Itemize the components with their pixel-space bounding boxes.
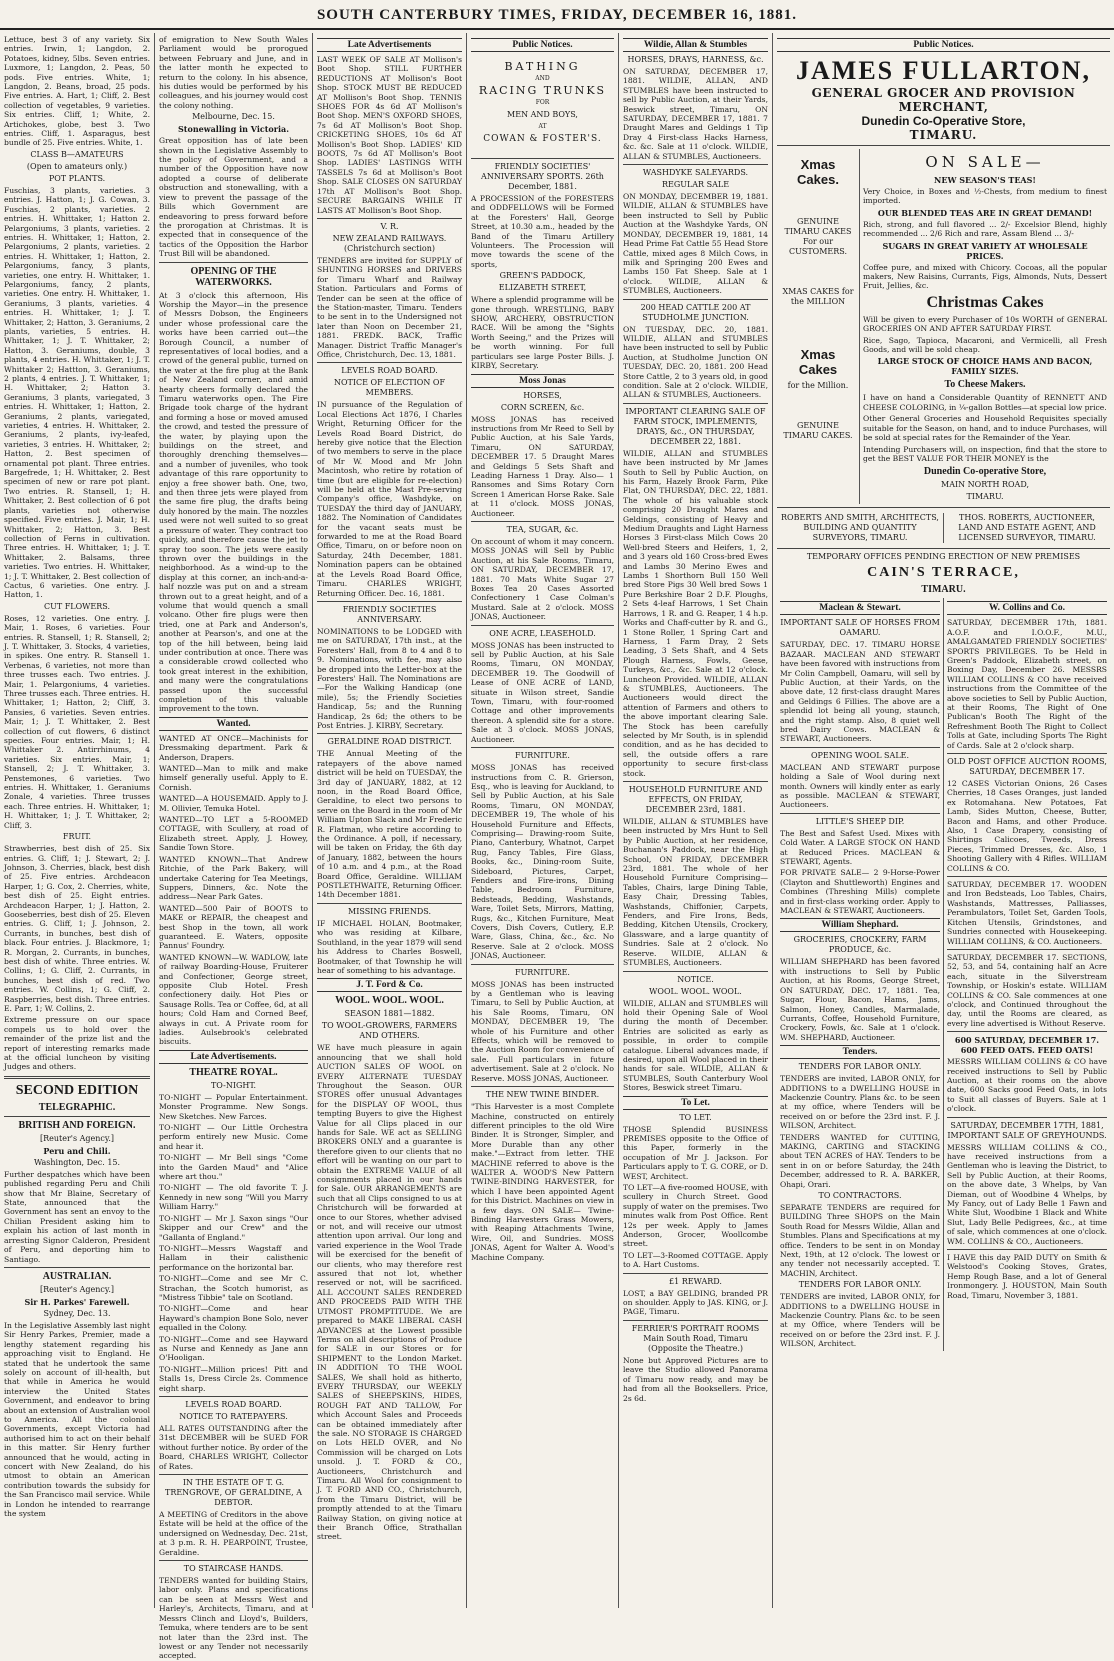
shephard-body: WILLIAM SHEPHARD has been favored with instructions to Sell by Public Auction, at his Rooms, George Street, ON SATURDAY, DEC. 17, 1881. Tea, Sugar, Flour, Bacon, Hams, Jams, Salmon, Honey, Candles, Marmalade, Currants, Coffee, Household Furniture, Crockery, Fowls, &c. Sale at 1 o'clock. WM. SHEPHARD, Auctioneer. bbox=[780, 957, 940, 1042]
racing-trunks: RACING TRUNKS bbox=[478, 84, 607, 97]
men-boys: MEN AND BOYS, bbox=[507, 110, 578, 119]
tea-sugar: TEA, SUGAR, &c. bbox=[506, 524, 579, 534]
furniture-body-2: MOSS JONAS has been instructed by a Gentleman who is leaving Timaru, to Sell by Public Auction, at his Sale Rooms, Timaru, ON MONDAY, DECEMBER 19, The whole of his Furniture and other Effects, which will be removed to the Auction Room for convenience of sale. Full particulars in future advertisement. Sale at 2 o'clock. No Reserve. MOSS JONAS, Auctioneer. bbox=[471, 979, 614, 1083]
fullarton-body bbox=[777, 149, 1110, 504]
maclean-ad-3: The Best and Safest Used. Mixes with Cold Water. A LARGE STOCK ON HAND at Reduced Prices. MACLEAN & STEWART, Agents. bbox=[780, 828, 940, 867]
wanted-ad-6: WANTED—500 Pair of BOOTS to MAKE or REPAIR, the cheapest and best Shop in the town, all work guaranteed. E. Waters, opposite Pannus' Foundry. bbox=[159, 903, 308, 951]
genuine-cakes-2: GENUINE TIMARU CAKES. bbox=[783, 421, 853, 440]
furniture-heading: FURNITURE. bbox=[515, 751, 570, 761]
corn-screen: CORN SCREEN, &c. bbox=[500, 402, 585, 412]
column-4 bbox=[467, 33, 619, 1608]
fruit-list: Strawberries, best dish of 25. Six entries. G. Cliff, 1; J. Stewart, 2; J. Johnson, 3. Cherries, black, best dish of 25. Five entries. Archdeacon Harper, 1; G. Cox, 2. Cherries, white, best dish of 25. Eight entries. Archdeacon Harper, 1; J. Hatton, 2. Gooseberries, best dish of 25. Eleven entries. G. Cliff, 1; J. Johnson, 2. Currants, in bunches, best dish of black. Four entries. J. Blackmore, 1; R. Morgan, 2. Currants, in bunches, best dish of white. Three entries. W. Collins, 1; G. Cliff, 2. Currants, in bunches, best dish of red. Two entries. W. Collins, 1; G. Cliff, 2. Raspberries, best dish. Three entries. E. Parr, 1; W. Collins, 2. bbox=[4, 844, 150, 1013]
coffee: Coffee pure, and mixed with Chicory. Cocoas, all the popular makers, New Raisins, Currants, Figs, Almonds, Nuts, Dessert Fruit, Jellies, &c. bbox=[863, 262, 1107, 291]
pressure-note: Extreme pressure on our space compels us to hold over the remainder of the prize list and the report of interesting remarks made at the official luncheon by visiting Judges and others. bbox=[4, 1015, 150, 1072]
fruit-heading: FRUIT. bbox=[62, 832, 92, 842]
contractors: TO CONTRACTORS. bbox=[818, 1191, 902, 1200]
nz-railways-body: TENDERS are invited for SUPPLY of SHUNTING HORSES and DRIVERS for Timaru Wharf and Railway Station. Particulars and Forms of Tender can be seen at the office of the Station-master, Timaru. Tenders to be sent in to the Undersigned not later than Noon on December 21, 1881. FREDK. BACK, Traffic Manager. District Traffic Manager's Office, Christchurch, Dec. 13, 1881. bbox=[317, 255, 462, 359]
parkes-date: Sydney, Dec. 13. bbox=[43, 1308, 111, 1318]
staircase-body: TENDERS wanted for building Stairs, labor only. Plans and specifications can be seen at Messrs West and Harley's, Architects, Timaru, and at Messrs Clinch and Lloyd's, Builders, Temuka, where tenders are to be sent not later than the 23rd inst. The lowest or any Tender not necessarily accepted. bbox=[159, 1576, 308, 1661]
collins-heading: W. Collins and Co. bbox=[947, 601, 1107, 615]
rates-notice: ALL RATES OUTSTANDING after the 31st DECEMBER will be SUED FOR without further notice. By order of the Board, CHARLES WRIGHT, Collector of Rates. bbox=[159, 1424, 308, 1471]
xmas-million: XMAS CAKES for the MILLION bbox=[782, 287, 854, 306]
wanted-ad-2: WANTED—Man to milk and make himself generally useful. Apply to E. Cornish. bbox=[159, 764, 308, 792]
cut-flowers-list: Roses, 12 varieties. One entry. J. Mair, 1. Roses, 6 varieties. Four entries. R. Stansell, 1; R. Stansell, 2; J. T. Whittaker, 3. Stocks, 4 varieties, in spikes. One entry. R. Stansell 1. Verbenas, 6 varieties, not more than three trusses each. Two entries. J. Mair, 1. Pelargoniums, 4 varieties. Three trusses each. Three entries. H. Whittaker, 1; Hatton, 2; Cliff, 3. Pansies, 6 varieties. Seven entries. Mair, 1; J. T. Whittaker, 2. Best collection of cut flowers, 6 distinct species. Four entries. Mair, 1; H. Whittaker 2. Antirrhinums, 4 varieties. Six entries. Mair, 1; Stansell, 2; J. T. Whittaker, 3. Penstemones, 6 varieties. Two entries. H. Whittaker, 1. Geraniums Zonale, 4 varieties. Three trusses each. Three entries. H. Whittaker, 1; H. Whittaker, 1; J. T. Whittaker, 2; Cliff, 3. bbox=[4, 613, 150, 830]
fullarton-timaru: TIMARU. bbox=[909, 128, 978, 142]
geraldine-body: THE Annual Meeting of the ratepayers of the above named district will be held on TUESDAY, the 3rd day of JANUARY, 1882, at 12 noon, in the Road Board Office, Geraldine, to elect two persons to serve on the Board in the room of Mr William Upton Slack and Mr Frederic R. Flatman, who retire according to the Ordinance. A poll, if necessary, will be taken on Friday, the 6th day of January, 1882, between the hours of 10 a.m. and 4 p.m., at the Road Board Office, Geraldine. WILLIAM POSTLETHWAITE, Returning Officer. 14th December 1881. bbox=[317, 749, 462, 900]
collins-ad-2: 12 CASES Victorian Onions, 26 Cases Cherries, 18 Cases Oranges, just landed ex Rotomahana. New Potatoes, Fat Lamb, Sides Mutton, Cheese, Butter, Bacon and Hams, and other Produce. Also, 1 Case Drapery, consisting of Shirtings Calicoes, Tweeds, Dress Pieces, Trimmed Dresses, &c. Also, 1 Shooting Gallery with 4 Rifles. WILLIAM COLLINS & CO. bbox=[947, 779, 1107, 873]
wildie-ad-5: WILDIE, ALLAN & STUMBLES have been instructed by Mrs Hunt to Sell by Public Auction, at her residence, Buchanan's Paddock, near the High School, ON FRIDAY, DECEMBER 23rd, 1881. The whole of her Household Furniture Comprising— Tables, Chairs, large Dining Table, Easy Chair, Dressing Tables, Washstands, Chiffonier, Carpets, Fenders, and Fire Irons, Beds, Bedding, Kitchen Utensils, Crockery, Glassware, and a large quantity of Sundries. Sale at 2 o'clock. No Reserve. WILDIE, ALLAN & STUMBLES, Auctioneers. bbox=[623, 817, 768, 968]
main-north-road: MAIN NORTH ROAD, bbox=[941, 480, 1029, 490]
wanted-ad-5: WANTED KNOWN—That Andrew Ritchie, of the Park Bakery, will undertake Catering for Tea Meetings, Suppers, Dinners, &c. Note the address—Near Park Gates. bbox=[159, 854, 308, 902]
old-post-office: OLD POST OFFICE AUCTION ROOMS, SATURDAY, DECEMBER 17. bbox=[947, 757, 1107, 776]
public-notices-heading: Public Notices. bbox=[471, 38, 614, 52]
cains-terrace: CAIN'S TERRACE, bbox=[867, 565, 1020, 581]
stonewall-body: Great opposition has of late been shown in the Legislative Assembly to the policy of Government, and a number of the Opposition have now adopted a course of deliberate obstruction and stonewalling, with a view to prevent the passage of the Bills which Government are endeavoring to press forward before the prorogation at Christmas. It is expected that in consequence of the tactics of the Opposition the Harbor Trust Bill will be abandoned. bbox=[159, 136, 308, 259]
wildie-ad-2: ON MONDAY, DECEMBER 19, 1881. WILDIE, ALLAN & STUMBLES have been instructed to Sell by Public Auction at the Washdyke Yards, ON MONDAY, DECEMBER 19, 1881, 14 Head Prime Fat Cattle 55 Head Store Cattle, mixed ages 8 Milch Cows, in milk and Springing 200 Ewes and Lambs 150 Fat Sheep. Sale at 1 o'clock. WILDIE, ALLAN & STUMBLES, Auctioneers. bbox=[623, 192, 768, 296]
tea-choice: Very Choice, in Boxes and ½-Chests, from medium to finest imported. bbox=[863, 187, 1107, 206]
wildie-ad-3: ON TUESDAY, DEC. 20, 1881. WILDIE, ALLAN and STUMBLES have been instructed to sell by Public Auction, at Studholme Junction ON TUESDAY, DEC. 20, 1881. 200 Head Store Cattle, 2 to 3 years old, in good condition. Sale at 2 o'clock. WILDIE, ALLAN & STUMBLES, Auctioneers. bbox=[623, 324, 768, 400]
nz-railways-heading: NEW ZEALAND RAILWAYS. (Christchurch section) bbox=[332, 233, 447, 253]
collins-ad-5: MESSRS WILLIAM COLLINS & CO have received instructions to Sell by Public Auction, at their rooms on the above date, 600 Sacks good Feed Oats, in lots to Suit all classes of Buyers. Sale at 1 o'clock. bbox=[947, 1057, 1107, 1114]
tonight-3: TO-NIGHT — Mr Bell sings "Come into the Garden Maud" and "Alice where art thou." bbox=[159, 1153, 308, 1182]
acre-heading: ONE ACRE, LEASEHOLD. bbox=[489, 628, 596, 638]
column-5 bbox=[619, 33, 773, 1608]
wool-growers: TO WOOL-GROWERS, FARMERS AND OTHERS. bbox=[321, 1021, 458, 1041]
wildie-ad-6: WILDIE, ALLAN and STUMBLES will hold their Opening Sale of Wool during the month of December. Entries are solicited as early as possible, in order to compile catalogue. Liberal advances made, if desired, upon all Wool placed in their hands for sale. WILDIE, ALLAN & STUMBLES, South Canterbury Wool Stores, Beswick street Timaru. bbox=[623, 998, 768, 1093]
tonight-10: TO-NIGHT—Million prices! Pitt and Stalls 1s, Dress Circle 2s. Commence eight sharp. bbox=[159, 1364, 308, 1393]
mj-ad-1: MOSS JONAS has received instructions from Mr Reed to Sell by Public Auction, at his Sale Yards, Timaru, ON SATURDAY, DECEMBER 17. 5 Draught Mares and Geldings 5 Sets Shaft and Leading Harness 1 Dray. Also— 1 Ransomes and Sims Rotary Corn Screen 1 American Horse Rake. Sale at 11 o'clock. MOSS JONAS, Auctioneer. bbox=[471, 414, 614, 518]
tenders-heading: Tenders. bbox=[780, 1045, 940, 1059]
col6-right bbox=[943, 598, 1110, 1350]
procession: A PROCESSION of the FORESTERS and ODDFELLOWS will be Formed at the Foresters' Hall, George Street, at 10.30 a.m., headed by the Band of the Timaru Artillery Volunteers. The Procession will move towards the scene of the sports, bbox=[471, 194, 614, 269]
emigration-text: of emigration to New South Wales Parliament would be prorogued between February and June, and in the latter month he expected to return to the colony. In his absence, his duties would be performed by his colleagues, and his journey would cost the colony nothing. bbox=[159, 35, 308, 110]
wanted-ad-4: WANTED—TO LET a 5-ROOMED COTTAGE, with Scullery, at road of Elizabeth street. Apply, J. Howey, Sandie Town Store. bbox=[159, 815, 308, 853]
pot-plants-list: Fuschias, 3 plants, varieties. 3 entries. J. Hatton, 1; J. G. Cowan, 3. Fuschias, 2 plants, varieties. 2 entries. H. Whittaker, 1; Hatton 2. Pelargoniums, 3 plants, varieties. 2 entries. H. Whittaker, 1; Hatton, 2. Pelargoniums, 2 plants, varieties. 2 entries. H. Whittaker, 1; Hatton, 2. Pelargoniums, fancy, 3 plants, varieties, one entry. H. Whittaker, 1. Pelargoniums, fancy, 2 plants, varieties. One entry. H. Whittaker, 1. Geraniums, 3 plants, varieties. 4 entries. H. Whittaker, 1; J. T. Whittaker, 2; Hatton, 3. Geraniums, 2 plants, varieties, 5 entries. H. Whittaker, 1; J. T. Whittaker, 2; Hatton, 3. Geraniums, double, 3 plants, 4 entries. H. Whittaker, 1; J. T. Whittaker 2; Hattton, 3. Geraniums, 2 plants, 4 entries. J. T. Whittaker, 1; H. Whittaker, 2; Hatton 3. Geraniums, 3 plants, variegated, 3 entries. H. Whittaker, 1; Hatton, 2. Geraniums, 2 plants, variegated, varieties, 4 entries. H. Whittaker, 2. Geraniums, 2 plants, ivy-leafed, varieties, 3 entries. H. Whittaker, 2; Hatton, 2. Best specimen of ornamental pot plant. Three entries. Bargefrede, 1; H. Whittaker, 2. Best specimen of new or rare pot plant. Two entries. R. Stansell, 1; H. Whittaker, 2. Best collection of 6 pot plants, varieties not otherwise specified. Five entries. J. Mair, 1; H. Whittaker, 2; Hatton, 3. Best collection of Ferns in cultivation. Three entries. H. Whittaker, 1; J. T. Whittaker, 2. Balsams, three varieties. Two entries. H. Whittaker, 1; J. T. Whittaker, 2. Best collection of Cactus, 6 varieties. One entry. J. Hatton, 1. bbox=[4, 185, 150, 600]
for-million: for the Million. bbox=[787, 381, 849, 390]
collins-ad-4: SATURDAY, DECEMBER 17. SECTIONS, 52, 53, and 54, containing half an Acre each, situate in the Silverstream Township, or Hoskin's estate. WILLIAM COLLINS & CO. Sale commences at one o'clock, and Continued throughout the day, until the Rooms are cleared, as every line advertised is Without Reserve. bbox=[947, 952, 1107, 1028]
levels-road-board-2: LEVELS ROAD BOARD. bbox=[341, 366, 438, 376]
public-notices-heading-2: Public Notices. bbox=[777, 38, 1110, 52]
election-heading: NOTICE OF ELECTION OF MEMBERS. bbox=[333, 378, 446, 398]
head-cattle: 200 HEAD CATTLE 200 AT STUDHOLME JUNCTION. bbox=[640, 302, 751, 322]
and-word: AND bbox=[535, 75, 550, 82]
elizabeth-street: ELIZABETH STREET, bbox=[498, 283, 587, 293]
british-foreign: BRITISH AND FOREIGN. bbox=[18, 1119, 136, 1131]
friendly-body: NOMINATIONS to be LODGED with me on SATURDAY, 17th inst., at the Foresters' Hall, from 8 to 4 and 8 to 9. Nominations, with fee, may also be dropped into the Letter-box at the Foresters' Hall. The Nominations are—For the Walking Handicap (one mile), 5s; the Friendly Societies Handicap, 5s; and the Running Handicap, 2s 6d; the others to be Post Entries. J. KIRBY, Secretary. bbox=[317, 626, 462, 730]
wildie-ad-4: WILDIE, ALLAN and STUMBLES have been instructed by Mr James South to Sell by Public Auction, on his Farm, Hazely Brook Farm, Pike Flat, ON THURSDAY, DEC. 22, 1881. The whole of his valuable stock comprising 20 Draught Mares and Geldings, consisting of Heavy and Medium Draughts and Light Harness Horses 3 First-class Milch Cows 20 Well-bred Steers and Heifers, 1, 2, and 3 years old 160 Cross-bred Ewes and Lambs 30 Merino Ewes and Lambs 1 Shorthorn Bull 150 Well bred Store Pigs 30 Well bred Sows 1 Pure Berkshire Boar 2 D.F. Ploughs, 2 Sets 4-leaf Harrows, 1 Set Chain Harrows, 1 R. and G. Reaper, 1 4 h.p. Works and Chaff-cutter by R. and G., 1 Stone Roller, 1 Spring Cart and Harness, 1 Farm Dray, 2 Sets Leading, 3 Sets Shaft, and 4 Sets Plough Harness, Fowls, Geese, Turkeys, &c., &c. Sale at 12 o'clock. Luncheon Provided. WILDIE, ALLAN & STUMBLES, Auctioneers. The Auctioneers would direct the attention of Farmers and others to the above important clearing Sale. The Stock has been carefully selected by Mr South, is in splendid condition, and as he has decided to sell, the outside offers a rare opportunity to secure first-class stock. bbox=[623, 448, 768, 778]
maclean-ad-2: MACLEAN AND STEWART purpose holding a Sale of Wool during next month. Owners will kindly enter as early as possible. MACLEAN & STEWART, Auctioneers. bbox=[780, 762, 940, 810]
cheese-makers: To Cheese Makers. bbox=[944, 379, 1026, 391]
roberts-smith: ROBERTS AND SMITH, ARCHITECTS, BUILDING AND QUANTITY SURVEYORS, TIMARU. bbox=[781, 513, 939, 543]
stonewall-heading: Stonewalling in Victoria. bbox=[178, 124, 289, 135]
tonight-7: TO-NIGHT—Come and see Mr C. Strachan, the Scotch humorist, as "Mistress Tibbie" tale on Scotland. bbox=[159, 1274, 308, 1302]
architects-row bbox=[777, 511, 1110, 545]
twine-binder-heading: THE NEW TWINE BINDER. bbox=[485, 1090, 600, 1100]
sugars: SUGARS IN GREAT VARIETY AT WHOLESALE PRICES. bbox=[882, 240, 1088, 261]
missing-body: IF MICHAEL HOLAN, Bootmaker, who was residing at Kilbare, Southland, in the year 1879 will send his Address to Charles Boswell, Bootmaker, of that Township he will hear of something to his advantage. bbox=[317, 918, 462, 975]
cains-timaru: TIMARU. bbox=[921, 584, 966, 596]
rennet: I have on hand a Considerable Quantity of RENNETT AND CHEESE COLORING, in ¼-gallon Bottles—at special low price. bbox=[863, 393, 1107, 412]
friendly-heading: FRIENDLY SOCIETIES ANNIVERSARY. bbox=[342, 604, 437, 624]
estate-heading: IN THE ESTATE OF T. G. TRENGROVE, OF GERALDINE, A DEBTOR. bbox=[164, 1478, 302, 1508]
wildie-heading: Wildie, Allan & Stumbles bbox=[623, 38, 768, 52]
blended-teas: OUR BLENDED TEAS ARE IN GREAT DEMAND! bbox=[877, 207, 1093, 218]
fullarton-name: JAMES FULLARTON, bbox=[796, 56, 1091, 85]
horses-oamaru: IMPORTANT SALE OF HORSES FROM OAMARU. bbox=[780, 618, 940, 638]
missing-heading: MISSING FRIENDS. bbox=[348, 906, 431, 916]
theatre-royal: THEATRE ROYAL. bbox=[189, 1066, 278, 1078]
tonight-9: TO-NIGHT—Come and see Hayward as Nurse and Kennedy as Jane ann O'Hooligan. bbox=[159, 1334, 308, 1363]
furniture-heading-2: FURNITURE. bbox=[515, 967, 570, 977]
horses-heading: HORSES, bbox=[523, 390, 562, 400]
peru-body: Further despatches which have been published regarding Peru and Chili show that Mr Blaine, Secretary of State, announced that the Government has sent an envoy to the Chilian President asking him to explain his action of last month in arresting Signor Calderon, President of Peru, and deporting him to Santiago. bbox=[4, 1169, 150, 1264]
tender-2: TENDERS WANTED for CUTTING, MAKING, CARTING and STACKING about TEN ACRES of HAY. Tenders to be sent in on or before Saturday, the 24th December, addressed to R. A. BARKER, Ohapi, Orari. bbox=[780, 1132, 940, 1189]
fullarton-store: Dunedin Co-Operative Store, bbox=[861, 114, 1026, 128]
xmas-cakes-2: Xmas Cakes bbox=[798, 347, 838, 377]
wanted-ad-7: WANTED KNOWN—W. WADLOW, late of railway Boarding-House, Fruiterer and Confectioner, George street, opposite Club Hotel. Fresh confectionery daily. Hot Pies or Sausage Rolls. Tea or Coffee, 6d, at all hours; Cold Ham and Corned Beef, always in cut. A Private room for ladies. Aulsebrook's celebrated biscuits. bbox=[159, 952, 308, 1047]
maclean-ad-1: SATURDAY, DEC. 17. TIMARU HORSE BAZAAR. MACLEAN AND STEWART have been favored with instructions from Mr Colin Campbell, Oamaru, will sell by Public Auction, at their Yards, on the above date, 12 first-class draught Mares and Geldings 6 Fillies. The above are a splendid lot being all young, staunch, and the right stamp. Also, 8 quiet well bred Dairy Cows. MACLEAN & STEWART, Auctioneers. bbox=[780, 640, 940, 744]
wanted-ad-1: WANTED AT ONCE—Machinists for Dressmaking department. Park & Anderson, Drapers. bbox=[159, 733, 308, 762]
to-let-2: TO LET—A five-roomed HOUSE, with scullery in Church Street. Good supply of water on the premises. Two minutes walk from Post Office. Rent 12s per week. Apply to James Anderson, Grocer, Woollcombe street. bbox=[623, 1183, 768, 1249]
new-teas: NEW SEASON'S TEAS! bbox=[934, 175, 1036, 185]
peru-date: Washington, Dec. 15. bbox=[33, 1157, 121, 1167]
election-body: IN pursuance of the Regulation of Local Elections Act 1876, I Charles Wright, Returning Officer for the Levels Road Board District, do hereby give notice that the Election of two members to serve in the place of Mr W. Mood and Mr John Macintosh, who retire by rotation of time (but are eligible for re-election) will be held at the Mast Pre-serving Company's office, Washdyke, on TUESDAY the third day of JANUARY, 1882. The Nomination of Candidates for the vacant seats must be forwarded to me at the Road Board Office, Timaru, on or before noon on Saturday, 24th December, 1881. Nomination papers can be obtained at the Levels Road Board Office, Timaru. CHARLES WRIGHT, Returning Officer. Dec. 16, 1881. bbox=[317, 400, 462, 598]
labor-only: TENDERS FOR LABOR ONLY. bbox=[798, 1062, 922, 1072]
collins-ad-3: SATURDAY, DECEMBER 17. WOODEN and Iron Bedsteads, Loo Tables, Chairs, Washstands, Mattresses, Palliasses, Perambulators, Toilet Set, Garden Tools, Kitchen Utensils, Grindstones, and Sundries connected with Housekeeping. WILLIAM COLLINS, & CO. Auctioneers. bbox=[947, 880, 1107, 946]
ferrier-body: None but Approved Pictures are to leave the Studio allowed Panorama of Timaru now ready, and may be had from all the Booksellers. Price, 2s 6d. bbox=[623, 1355, 768, 1403]
collins-ad-1: SATURDAY, DECEMBER 17th, 1881. A.O.F. and I.O.O.F., M.U., AMALGAMATED FRIENDLY SOCIETIES' SPORTS PRIVILEGES. To be Held in Green's Paddock, Elizabeth street, on Boxing Day, December 26. MESSRS WILLIAM COLLINS & CO have received instructions from the Committee of the above societies to Sell by Public Auction, at their Rooms, The Right of One Publican's Booth The Right of the Refreshment Booth The Right to Collect Tolls at Gate, including Sports The Right of Cards. Sale at 2 o'clock sharp. bbox=[947, 618, 1107, 750]
fullarton-merchant: GENERAL GROCER AND PROVISION MERCHANT, bbox=[811, 86, 1076, 114]
tonight-4: TO-NIGHT — The old favorite T. J. Kennedy in new song "Will you Marry William Harry." bbox=[159, 1183, 308, 1212]
for-word: FOR bbox=[535, 99, 550, 106]
thos-roberts: THOS. ROBERTS, AUCTIONEER, LAND AND ESTATE AGENT, AND LICENSED SURVEYOR, TIMARU. bbox=[943, 513, 1110, 543]
parkes-heading: Sir H. Parkes' Farewell. bbox=[24, 1296, 130, 1307]
cowan-foster: COWAN & FOSTER'S. bbox=[483, 134, 602, 144]
late-ads-heading: Late Advertisements. bbox=[159, 1050, 308, 1064]
wool-heading: WOOL. WOOL. WOOL. bbox=[335, 995, 444, 1007]
tonight-6: TO-NIGHT—Messrs Wagstaff and Hallam in their calisthenic performance on the horizontal bar. bbox=[159, 1243, 308, 1272]
reward-heading: £1 REWARD. bbox=[669, 1276, 722, 1286]
wool-heading-2: WOOL. WOOL. WOOL. bbox=[649, 986, 742, 996]
xmas-cakes-1: Xmas Cakes. bbox=[797, 157, 839, 187]
christmas-cakes: Christmas Cakes bbox=[926, 293, 1044, 311]
rice-sago: Rice, Sago, Tapioca, Macaroni, and Vermicelli, all Fresh Goods, and will be sold cheap. bbox=[863, 335, 1107, 355]
xmas-side bbox=[777, 149, 859, 504]
on-sale: ON SALE— bbox=[925, 153, 1045, 171]
mollison-ad: LAST WEEK OF SALE AT Mollison's Boot Shop. STILL FURTHER REDUCTIONS AT Mollison's Boot Shop. STOCK MUST BE REDUCED AT Mollison's Boot Shop. TENNIS SHOES FOR 4s 6d AT Mollison's Boot Shop. MEN'S OXFORD SHOES, 7s 6d AT Mollison's Boot Shop. CRICKETING SHOES, 10s 6d AT Mollison's Boot Shop. LADIES' KID BOOTS, 7s 6d AT Mollison's Boot Shop. LADIES' LASTINGS WITH TASSELS 7s 6d at Mollison's Boot Shop. SALE CLOSES ON SATURDAY 17th AT Mollison's Boot Shop. SECURE BARGAINS WHILE IT LASTS AT Mollison's Boot Shop. bbox=[317, 55, 462, 215]
staircase-heading: TO STAIRCASE HANDS. bbox=[183, 1564, 284, 1574]
sports-heading: FRIENDLY SOCIETIES' ANNIVERSARY SPORTS. 26th December, 1881. bbox=[481, 162, 604, 191]
column-2 bbox=[155, 33, 313, 1661]
other-groceries: Other General Groceries and Household Requisites specially suitable for the Season, on hand, and to induce Purchases, will be sold at special rates for the Remainder of the Year. bbox=[863, 414, 1107, 443]
reuter-agency-2: [Reuter's Agency.] bbox=[39, 1284, 115, 1294]
telegraphic: TELEGRAPHIC. bbox=[38, 1101, 116, 1113]
late-ads-heading-2: Late Advertisements bbox=[317, 38, 462, 52]
levels-road-board: LEVELS ROAD BOARD. bbox=[185, 1400, 282, 1409]
col6-left bbox=[777, 598, 943, 1350]
cut-flowers-heading: CUT FLOWERS. bbox=[44, 601, 110, 611]
ford-body: WE have much pleasure in again announcing that we shall hold AUCTION SALES OF WOOL on EVERY ALTERNATE TUESDAY Throughout the Season. OUR STORES offer unusual Advantages for the DISPLAY OF WOOL, thus tempting Buyers to give the Highest Value for all Clips placed in our hands for Sale. WE act as SELLING BROKERS ONLY and a guarantee is therefore given to our clients that no effort will be wanting on our part to obtain the EXTREME VALUE of all consignments placed in our hands for Sale. OUR ARRANGEMENTS are such that all Clips consigned to us at Christchurch will be forwarded at once to our Stores, whether advised or not, and will receive our utmost attention upon arrival. Our long and varied experience in the Wool Trade will be exercised for the benefit of our clients, who may therefore rest assured that not lot, whether reserved or not, will be sacrificed. ALL ACCOUNT SALES RENDERED AND PROCEEDS PAID WITH THE UTMOST PROMPTITUDE. We are prepared to MAKE LIBERAL CASH ADVANCES at the Lowest possible Terms on all descriptions of Produce for SALE in our Stores or for SHIPMENT to the London Market. IN ADDITION TO THE WOOL SALES, We shall hold as hitherto, EVERY THURSDAY, our WEEKLY SALES of SHEEPSKINS, HIDES, ROUGH FAT AND TALLOW, For which Account Sales and Proceeds can be obtained immediately after the sale. NO STORAGE IS CHARGED on Lots HELD OVER, and No Commission will be charged on Lots unsold. J. T. FORD & CO., Auctioneers, Christchurch and Timaru. All Wool for consignment to J. T. FORD AND CO., Christchurch, from the Timaru District, will be promptly attended to at the Timaru Railway Station, on giving notice at their Branch Office, Strathallan street. bbox=[317, 1043, 462, 1542]
season: SEASON 1881—1882. bbox=[344, 1009, 435, 1019]
melbourne-date: Melbourne, Dec. 15. bbox=[192, 112, 275, 122]
to-let-3: TO LET—3-Roomed COTTAGE. Apply to A. Hart Customs. bbox=[623, 1250, 768, 1270]
collins-ad-6: MESSRS WILLIAM COLLINS & CO., have received instructions from a Gentleman who is leaving the District, to Sell by Public Auction, at their Rooms, on the above date, 3 Whelps, by Van Dieman, out of Woodbine 4 Whelps, by My Fancy, out of Lady Belle 1 Fawn and White Slut, Woodbine 1 Black and White Slut, Lady Belle Pedigrees, &c., at time of sale, which commences at one o'clock. WM. COLLINS & CO., Auctioneers. bbox=[947, 1142, 1107, 1246]
wanted-ad-3: WANTED—A HOUSEMAID. Apply to J. M. Ollivier, Temuka Hotel. bbox=[159, 794, 308, 813]
cakes-given: Will be given to every Purchaser of 10s WORTH of GENERAL GROCERIES ON AND AFTER SATURDAY FIRST. bbox=[863, 314, 1107, 334]
sports-body: Where a splendid programme will be gone through. WRESTLING, BABY SHOW, ARCHERY, OBSTRUCTION RACE. Will be among the "Sights Worth Seeing," and the Prizes will be worth winning. For full particulars see large Poster Bills. J. KIRBY, Secretary. bbox=[471, 295, 614, 371]
column-3 bbox=[313, 33, 467, 1608]
moss-jonas-heading: Moss Jonas bbox=[471, 374, 614, 388]
to-let-section: To Let. bbox=[623, 1096, 768, 1110]
at-word: AT bbox=[538, 123, 547, 130]
column-6 bbox=[773, 33, 1114, 1608]
tonight: TO-NIGHT. bbox=[210, 1080, 257, 1090]
labor-only-2: TENDERS FOR LABOR ONLY. bbox=[798, 1280, 922, 1290]
vr-mark: V. R. bbox=[380, 221, 399, 231]
waterworks-body: At 3 o'clock this afternoon, His Worship the Mayor—in the presence of Messrs Dobson, the Engineers under whose professional care the works have been carried out—the Borough Council, a number of representatives of local bodies, and a crowd of the general public, turned on the water at the fire plug at the Bank of New Zealand corner, and amid hearty cheers formally declared the Timaru waterworks open. The Fire Brigade took charge of the hydrant and forming a hose or moved amused the crowd, and tested the pressure of the water, by playing upon the buildings on the street, and thoroughly drenching themselves—and a number of juveniles, who took advantage of this rare opportunity to enjoy a free shower bath. One, two, and then three jets were played from the same fire plug, the drafts being duly honored by the main. The nozzles used were not well suited to so great a pressure of water. They contract too quickly, and therefore cause the jet to spray too soon. The jets were easily thrown over the buildings in the neighborhood. As a wind-up to the display at this corner, an inch-and-a-half nozzle was put on and a stream thrown out to a great height, and of a volume that would quench a small volcano. Other fire plugs were then tried, one at Park and Anderson's, another at Pearson's, and one at the top of the hill between, being laid under contribution at once. There was a considerable crowd collected who took great interest in the exhibition, and many were the congratulations passed upon the successful completion of this valuable improvement to the town. bbox=[159, 290, 308, 714]
second-edition: SECOND EDITION bbox=[15, 1082, 139, 1098]
wildie-ad-1: ON SATURDAY, DECEMBER 17, 1881. WILDIE, ALLAN, AND STUMBLES have been instructed to sell by Public Auction, at their Yards, Beswick street, Timaru, ON SATURDAY, DECEMBER 17, 1881. 7 Draught Mares and Geldings 1 Tip Dray 4 First-class Hacks Harness, &c. &c. Sale at 11 o'clock. WILDIE, ALLAN & STUMBLES, Auctioneers. bbox=[623, 67, 768, 161]
geraldine-heading: GERALDINE ROAD DISTRICT. bbox=[327, 737, 452, 747]
notice-heading: NOTICE. bbox=[677, 974, 714, 984]
greens-paddock: GREEN'S PADDOCK, bbox=[499, 271, 586, 281]
tonight-1: TO-NIGHT — Popular Entertainment. Monster Programme. New Songs. New Sketches. New Farces. bbox=[159, 1092, 308, 1121]
opening-wool: OPENING WOOL SALE. bbox=[810, 750, 910, 760]
household-heading: HOUSEHOLD FURNITURE AND EFFECTS, ON FRIDAY, DECEMBER 23rd, 1881. bbox=[628, 785, 763, 814]
reuter-agency: [Reuter's Agency.] bbox=[39, 1133, 115, 1143]
coop-timaru: TIMARU. bbox=[966, 492, 1004, 502]
peru-heading: Peru and Chili. bbox=[43, 1145, 111, 1156]
prize-list-intro: Lettuce, best 3 of any variety. Six entries. Irwin, 1; Langdon, 2. Potatoes, kidney, 5lbs. Seven entries. Luxmore, 1; Langdon, 2. Peas, 50 pods. Five entries. White, 1; Langdon, 2. Beans, broad, 25 pods. Five entries. A. Hart, 1; Cliff, 2. Best collection of vegetables, 9 varieties. Six entries. Cliff, 1; White, 2. Artichokes, globe, best 3. Two entries. Cliff, 1. Asparagus, best bundle of 25. Five entries. White, 1. bbox=[4, 35, 150, 148]
intending: Intending Purchasers will, on inspection, find that the store to get the BEST VALUE FOR THEIR MONEY is the bbox=[863, 444, 1107, 463]
notice-ratepayers: NOTICE TO RATEPAYERS. bbox=[179, 1412, 288, 1421]
fullarton-main bbox=[859, 149, 1110, 504]
lost-ad: LOST, a BAY GELDING, branded PR on shoulder. Apply to JAS. KING, or J. PAGE, Timaru. bbox=[623, 1288, 768, 1317]
tender-4: TENDERS are invited, LABOR ONLY, for ADDITIONS to a DWELLING HOUSE in Mackenzie Country. Plans &c. to be seen at my Office, where Tenders will be received on or before the 23rd inst. F. J. WILSON, Architect. bbox=[780, 1292, 940, 1349]
column-1 bbox=[0, 33, 155, 1608]
to-let-heading: TO LET. bbox=[679, 1112, 712, 1122]
tender-1: TENDERS are invited, LABOR ONLY, for ADDITIONS to a DWELLING HOUSE in Mackenzie Country. Plans &c. to be seen at my office, where Tenders will be received on or before the 23rd inst. F. J. WILSON, Architect. bbox=[780, 1074, 940, 1131]
bottom-columns bbox=[777, 598, 1110, 1350]
tender-3: SEPARATE TENDERS are required for BUILDING Three SHOPS on the Main South Road for Messrs Wildie, Allan and Stumbles. Plans and Specifications at my office. Tenders to be sent in on Monday Next, 19th, at 12 o'clock. The lowest or any tender not necessarily accepted. T. MACHIN, Architect. bbox=[780, 1203, 940, 1278]
hams-bacon: LARGE STOCK OF CHOICE HAMS AND BACON, FAMILY SIZES. bbox=[877, 356, 1093, 377]
amateurs-note: (Open to amateurs only.) bbox=[26, 161, 128, 171]
to-let-1: THOSE Splendid BUSINESS PREMISES opposite to the Office of this Paper, formerly in the occupation of Mr J. Jackson. For Particulars apply to T. G. CORE, or D. WEST, Architect. bbox=[623, 1124, 768, 1181]
feed-oats: 600 SATURDAY, DECEMBER 17. 600 FEED OATS. FEED OATS! bbox=[954, 1035, 1100, 1056]
ferrier-heading: FERRIER'S PORTRAIT ROOMS Main South Road, Timaru (Opposite the Theatre.) bbox=[631, 1323, 760, 1353]
private-sale: FOR PRIVATE SALE— 2 9-Horse-Power (Clayton and Shuttleworth) Engines and Combines (Threshing Mills) complete and in first-class working order. Apply to MACLEAN & STEWART, Auctioneers. bbox=[780, 868, 940, 916]
tonight-8: TO-NIGHT—Come and hear Hayward's champion Bone Solo, never equalled in the Colony. bbox=[159, 1304, 308, 1333]
tonight-5: TO-NIGHT — Mr J. Saxon sings "Our Skipper and our Crew" and the "Gallanta of England." bbox=[159, 1213, 308, 1242]
clearing-sale: IMPORTANT CLEARING SALE OF FARM STOCK, IMPLEMENTS, DRAYS, &c., ON THURSDAY, DECEMBER 22, 1881. bbox=[625, 406, 766, 446]
twine-binder-body: "This Harvester is a most Complete Machine, constructed on entirely different principles to the old Wire Binder. It is Stronger, Simpler, and More Durable than any other make."—Extract from letter. THE MACHINE referred to above is the WALTER A. WOOD'S New Pattern TWINE-BINDING HARVESTER, for which I have been appointed Agent for this District. Machines on view in a few days. ON SALE— Twine-Binding Harvesters Grass Mowers, with Reaping Attachments Twine, Wire, Oil, and Sundries. MOSS JONAS, Agent for Walter A. Wood's Machine Company. bbox=[471, 1102, 614, 1262]
temporary-offices: TEMPORARY OFFICES PENDING ERECTION OF NEW PREMISES bbox=[806, 552, 1081, 562]
tea-prices: Rich, strong, and full flavored ... 2/- Excelsior Blend, highly recommended ... 2/6 Rich and rare, Assam Blend ... 3/- bbox=[863, 219, 1107, 239]
shephard-heading: William Shephard. bbox=[780, 918, 940, 932]
pot-plants-heading: POT PLANTS. bbox=[48, 173, 106, 183]
ford-heading: J. T. Ford & Co. bbox=[317, 978, 462, 992]
australian: AUSTRALIAN. bbox=[42, 1270, 112, 1282]
bathing: BATHING bbox=[504, 60, 581, 73]
maclean-heading: Maclean & Stewart. bbox=[780, 601, 940, 615]
coop-store: Dunedin Co-operative Store, bbox=[923, 466, 1047, 478]
washdyke: WASHDYKE SALEYARDS. bbox=[642, 168, 749, 178]
acre-body: MOSS JONAS has been instructed to sell by Public Auction, at his Sale Rooms, Timaru, ON MONDAY, DECEMBER 19. The Goodwill of Lease of ONE ACRE of LAND, situate in Wilson street, Sandie Town, Timaru, with four-roomed Cottage and other improvements thereon. A splendid site for a store. Sale at 3 o'clock. MOSS JONAS, Auctioneer. bbox=[471, 640, 614, 744]
genuine-cakes: GENUINE TIMARU CAKES For our CUSTOMERS. bbox=[784, 217, 852, 256]
sheep-dip: LITTLE'S SHEEP DIP. bbox=[815, 816, 905, 826]
tea-body: On account of whom it may concern. MOSS JONAS will Sell by Public Auction, at his Sale Rooms, Timaru, ON SATURDAY, DECEMBER 17, 1881. 70 Mats White Sugar 27 Boxes Tea 20 Cases Assorted Confectionery 1 Case Colman's Mustard. Sale at 2 o'clock. MOSS JONAS, Auctioneer. bbox=[471, 536, 614, 622]
groceries-heading: GROCERIES, CROCKERY, FARM PRODUCE, &c. bbox=[793, 935, 927, 955]
tonight-2: TO-NIGHT — Our Little Orchestra perform entirely new Music. Come and hear it. bbox=[159, 1123, 308, 1151]
masthead bbox=[0, 0, 1114, 30]
horses-drays: HORSES, DRAYS, HARNESS, &c. bbox=[627, 55, 764, 64]
masthead-title: SOUTH CANTERBURY TIMES, FRIDAY, DECEMBER 16, 1881. bbox=[316, 7, 798, 23]
greyhounds: SATURDAY, DECEMBER 17TH, 1881, IMPORTANT SALE OF GREYHOUNDS. bbox=[947, 1120, 1107, 1140]
estate-body: A MEETING of Creditors in the above Estate will be held at the office of the undersigned on Wednesday, Dec. 21st, at 3 p.m. R. H. PEARPOINT, Trustee, Geraldine. bbox=[159, 1510, 308, 1557]
waterworks-heading: OPENING OF THE WATERWORKS. bbox=[190, 265, 277, 288]
parkes-body: In the Legislative Assembly last night Sir Henry Parkes, Premier, made a lengthy statement regarding his approaching visit to England. He stated that he undertook the same solely on account of ill-health, but that while in America he would interview the United States Government, and endeavor to bring about an extension of Australian wool to America. All the colonial Governments, except Victoria had authorised him to act on their behalf in this matter. Sir Henry further announced that he would, acting in concert with New Zealand, do his utmost to obtain an American contribution towards the subsidy for the San Francisco mail service. While in London he intended to rearrange the system bbox=[4, 1320, 150, 1519]
wanted-heading: Wanted. bbox=[159, 717, 308, 731]
furniture-body: MOSS JONAS has received instructions from C. R. Grierson, Esq., who is leaving for Auckland, to Sell by Public Auction, at his Sale Rooms, Timaru, ON MONDAY, DECEMBER 19, The whole of his Household Furniture and Effects, Comprising— Drawing-room Suite, Piano, Canterbury, Whatnot, Carpet Rug, Fancy Tables, Fire Glass, Books, &c., Dining-room Suite, Sideboard, Pictures, Carpet, Fenders and Fire-irons, Dining Table, Bedroom Furniture, Bedsteads, Bedding, Washstands, Ware, Toilet Sets, Mirrors, Matting, Rugs, &c., Kitchen Furniture, Meat Covers, Dish Covers, Cutlery, E.P. Ware, Glass, China, &c., &c. No Reserve. Sale at 2 o'clock. MOSS JONAS, Auctioneer. bbox=[471, 763, 614, 961]
houston-ad: I HAVE this day PAID DUTY on Smith & Welstood's Cooking Stoves, Grates, Hemp Rough Base, and a lot of General Ironmongery. J. HOUSTON, Main South Road, Timaru, November 3, 1881. bbox=[947, 1253, 1107, 1300]
amateurs-heading: CLASS B—AMATEURS bbox=[30, 149, 124, 159]
regular-sale: REGULAR SALE bbox=[661, 180, 730, 190]
